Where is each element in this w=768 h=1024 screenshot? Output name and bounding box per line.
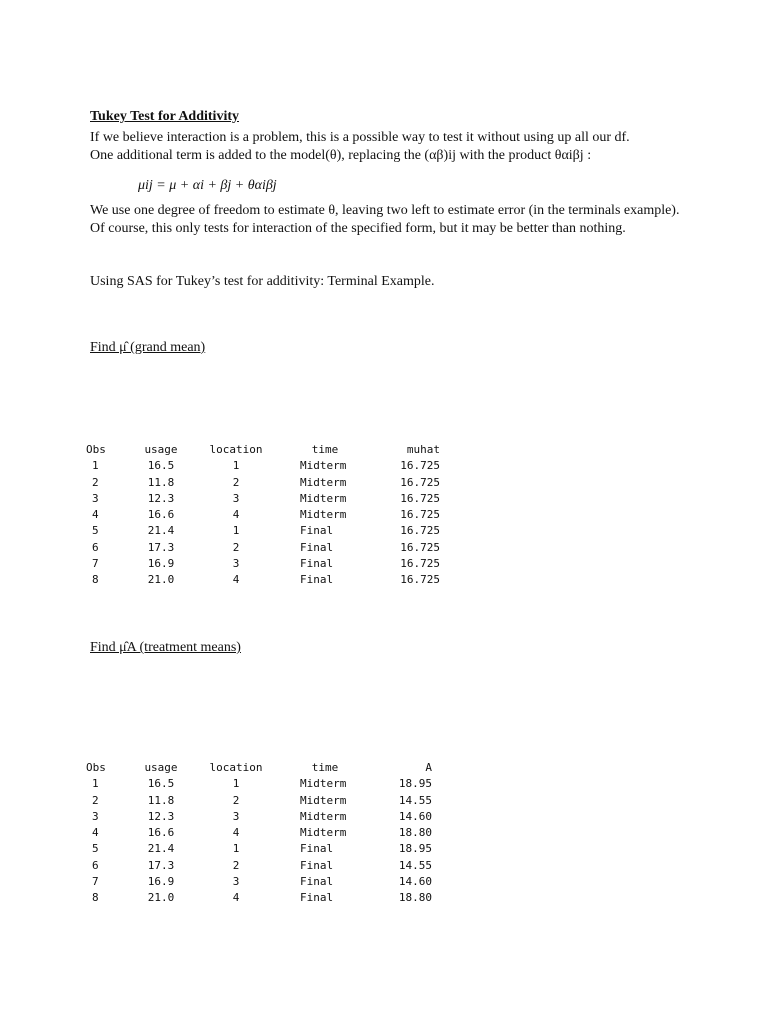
table-cell: 1	[232, 842, 240, 856]
column-header: Obs	[86, 443, 106, 456]
grand-mean-heading: Find μ̂ (grand mean)	[90, 340, 206, 355]
table-cell: 14.60	[398, 875, 432, 889]
column-header: location	[209, 443, 263, 456]
table-row	[86, 793, 432, 809]
table-cell: Midterm	[300, 826, 347, 840]
sas-intro-paragraph: Using SAS for Tukey’s test for additivity: Terminal Example.	[90, 274, 435, 289]
table-cell: 3	[232, 557, 240, 571]
table-cell: 21.4	[147, 524, 175, 538]
table-cell: 3	[232, 809, 240, 823]
table-cell: Midterm	[300, 475, 347, 489]
table-cell: 3	[92, 491, 99, 505]
column-header: Obs	[86, 761, 106, 774]
table-cell: 16.725	[400, 475, 440, 489]
table-row	[86, 475, 440, 491]
table-cell: Final	[300, 524, 334, 538]
table-cell: 16.725	[400, 491, 440, 505]
table-cell: 18.80	[398, 826, 432, 840]
table-cell: 6	[92, 540, 99, 554]
table-cell: 2	[92, 475, 99, 489]
table-row	[86, 540, 440, 556]
table-row	[86, 858, 432, 874]
table-cell: 7	[92, 875, 99, 889]
table-cell: 14.55	[398, 858, 432, 872]
table-cell: 2	[232, 475, 240, 489]
table-cell: 11.8	[147, 475, 175, 489]
table-cell: Final	[300, 842, 334, 856]
table-cell: 1	[92, 459, 99, 473]
table-row	[86, 556, 440, 572]
table-cell: 12.3	[147, 809, 175, 823]
table-cell: 16.725	[400, 524, 440, 538]
table-cell: 8	[92, 573, 99, 587]
table-cell: Midterm	[300, 508, 347, 522]
column-header: usage	[144, 761, 178, 774]
table-row	[86, 809, 432, 825]
explanation-paragraph: We use one degree of freedom to estimate θ, leaving two left to estimate error (in the terminals example). Of course, this only tests for interaction of the specified form, but it may be better than nothing.	[90, 203, 680, 236]
table-cell: Final	[300, 573, 334, 587]
table-header-row	[86, 760, 432, 776]
intro-line-2: One additional term is added to the model(θ), replacing the (αβ)ij with the product θαiβj :	[90, 147, 592, 163]
table-row	[86, 491, 440, 507]
table-cell: 2	[232, 793, 240, 807]
table-cell: 6	[92, 858, 99, 872]
column-header: usage	[144, 443, 178, 456]
table-cell: 5	[92, 524, 99, 538]
table-cell: 2	[232, 540, 240, 554]
table-cell: 4	[92, 508, 99, 522]
table-cell: 8	[92, 891, 99, 905]
table-cell: 16.5	[147, 459, 175, 473]
table-row	[86, 507, 440, 523]
table-row	[86, 776, 432, 792]
table-cell: 5	[92, 842, 99, 856]
grand-mean-table	[86, 442, 440, 589]
table-cell: 2	[92, 793, 99, 807]
table-cell: 3	[92, 809, 99, 823]
table-cell: Final	[300, 858, 334, 872]
table-cell: 2	[232, 858, 240, 872]
column-header: location	[209, 761, 263, 774]
table-row	[86, 825, 432, 841]
table-cell: 16.725	[400, 540, 440, 554]
table-cell: 18.80	[398, 891, 432, 905]
table-row	[86, 523, 440, 539]
table-cell: 1	[232, 777, 240, 791]
model-formula: μij = μ + αi + βj + θαiβj	[138, 178, 277, 193]
table-cell: 11.8	[147, 793, 175, 807]
table-cell: Midterm	[300, 777, 347, 791]
treatment-means-table	[86, 760, 432, 907]
table-cell: 21.0	[147, 891, 175, 905]
table-cell: 16.9	[147, 557, 175, 571]
table-row	[86, 890, 432, 906]
table-cell: 21.0	[147, 573, 175, 587]
table-cell: 21.4	[147, 842, 175, 856]
table-row	[86, 572, 440, 588]
table-cell: 1	[92, 777, 99, 791]
table-cell: 16.6	[147, 508, 175, 522]
table-cell: 16.725	[400, 508, 440, 522]
column-header: time	[311, 761, 339, 774]
table-cell: 16.9	[147, 875, 175, 889]
table-cell: 12.3	[147, 491, 175, 505]
table-cell: Midterm	[300, 491, 347, 505]
table-cell: Final	[300, 540, 334, 554]
intro-line-1: If we believe interaction is a problem, this is a possible way to test it without using up all our df.	[90, 130, 630, 145]
table-row	[86, 874, 432, 890]
table-cell: 16.725	[400, 573, 440, 587]
table-cell: Final	[300, 557, 334, 571]
table-cell: 16.725	[400, 459, 440, 473]
table-cell: 3	[232, 875, 240, 889]
table-cell: 1	[232, 459, 240, 473]
page-heading: Tukey Test for Additivity	[90, 109, 239, 124]
table-cell: 16.725	[400, 557, 440, 571]
table-cell: Midterm	[300, 459, 347, 473]
table-cell: 14.60	[398, 809, 432, 823]
table-cell: 18.95	[398, 777, 432, 791]
table-cell: Final	[300, 875, 334, 889]
table-cell: 17.3	[147, 540, 175, 554]
table-cell: 4	[232, 508, 240, 522]
table-cell: 4	[232, 573, 240, 587]
table-row	[86, 841, 432, 857]
table-cell: 16.5	[147, 777, 175, 791]
table-cell: 7	[92, 557, 99, 571]
table-cell: 4	[232, 826, 240, 840]
table-cell: 14.55	[398, 793, 432, 807]
table-cell: Midterm	[300, 809, 347, 823]
column-header: time	[311, 443, 339, 456]
table-cell: 17.3	[147, 858, 175, 872]
table-header-row	[86, 442, 440, 458]
table-cell: 4	[92, 826, 99, 840]
table-cell: Final	[300, 891, 334, 905]
table-row	[86, 458, 440, 474]
table-cell: 1	[232, 524, 240, 538]
table-cell: 16.6	[147, 826, 175, 840]
treatment-means-heading: Find μ̂A (treatment means)	[90, 640, 241, 655]
table-cell: 3	[232, 491, 240, 505]
column-header: A	[425, 761, 432, 774]
column-header: muhat	[406, 443, 440, 456]
table-cell: Midterm	[300, 793, 347, 807]
intro-paragraph	[90, 129, 690, 164]
table-cell: 18.95	[398, 842, 432, 856]
table-cell: 4	[232, 891, 240, 905]
